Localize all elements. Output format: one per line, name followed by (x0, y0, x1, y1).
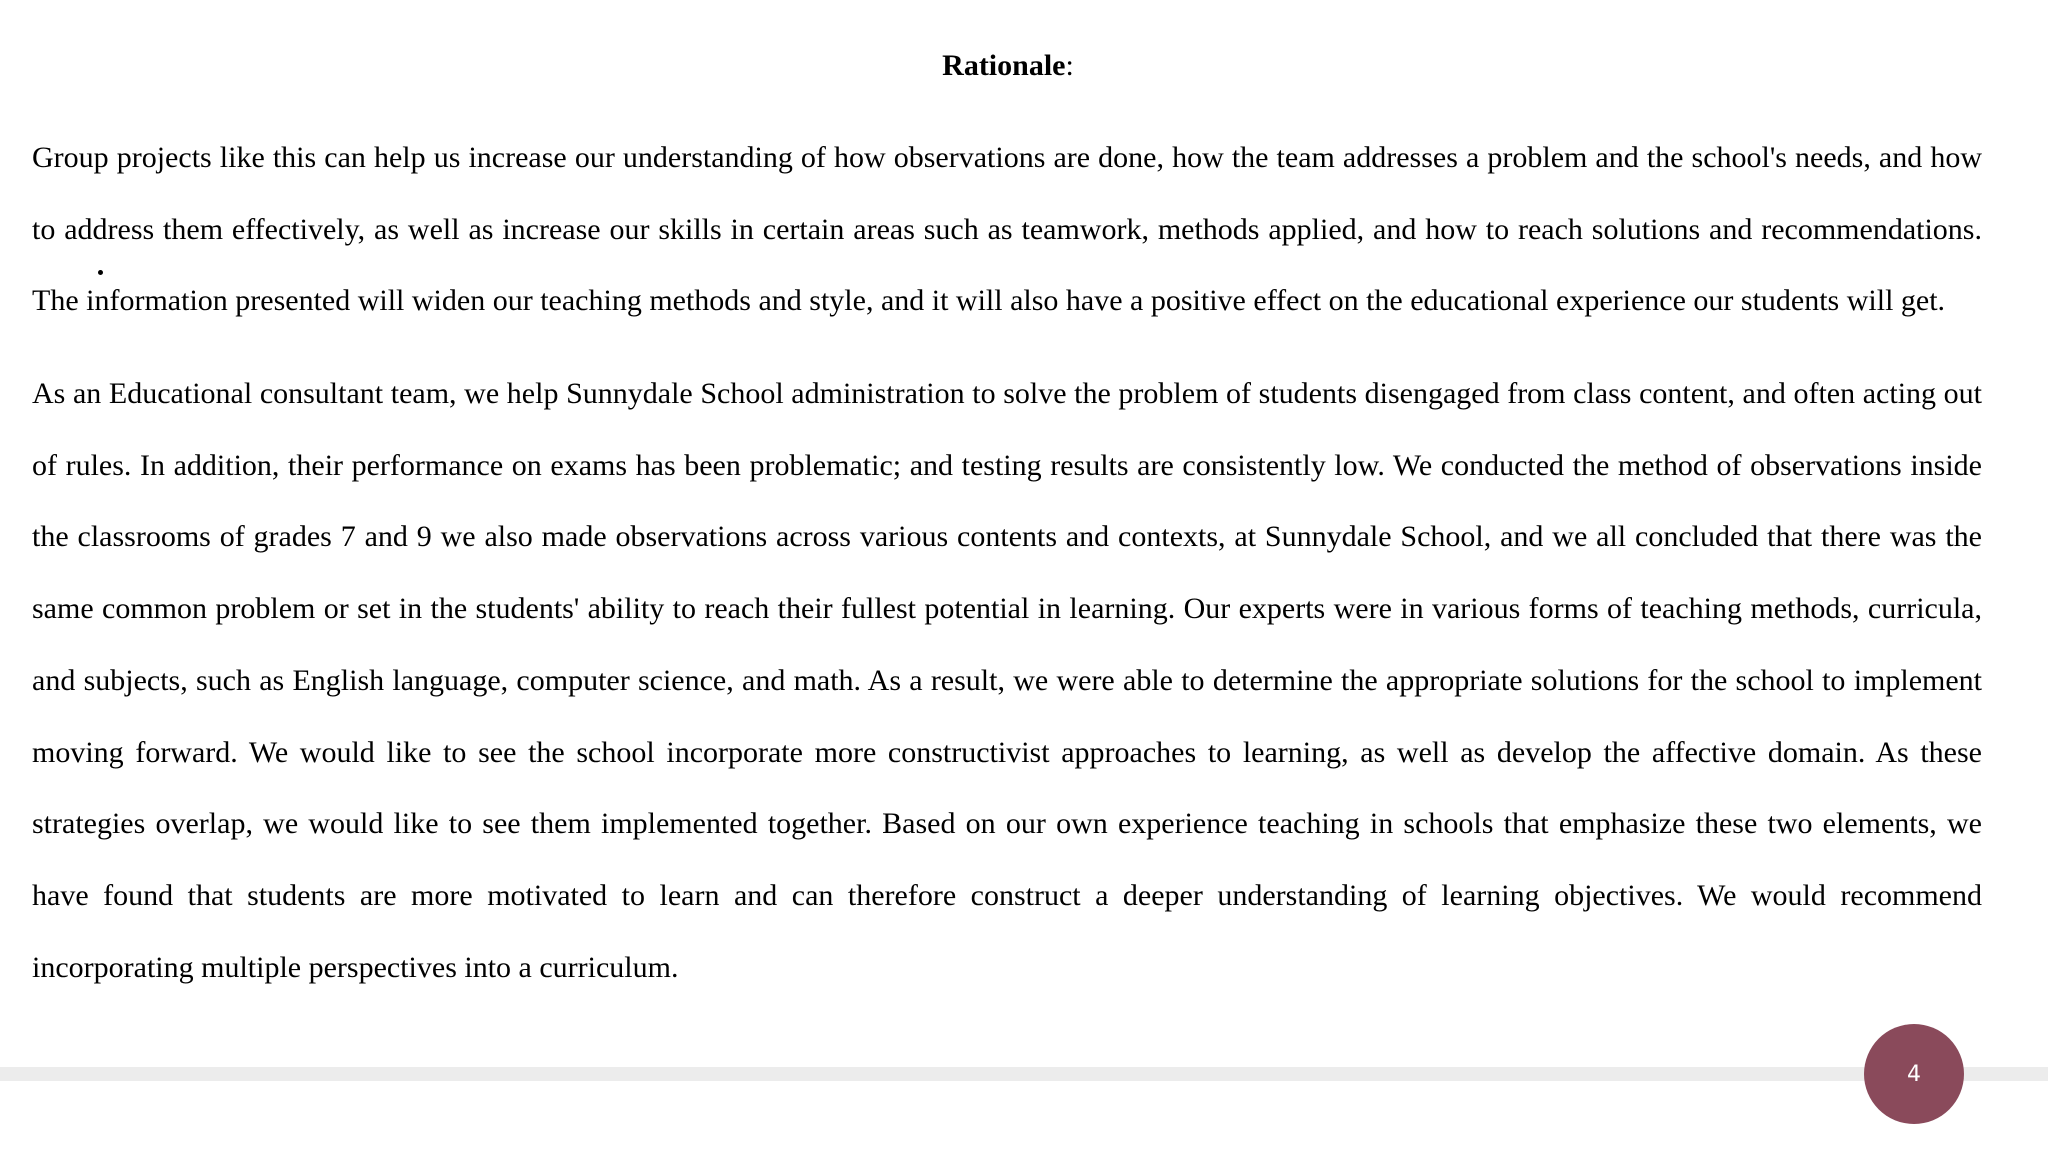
slide-heading (0, 44, 2016, 88)
page-number: 4 (1907, 1061, 1921, 1087)
heading-colon: : (1065, 49, 1074, 82)
page-number-badge (1864, 1024, 1964, 1124)
stray-dot (98, 270, 103, 275)
footer-bar (0, 1067, 2048, 1081)
heading-title: Rationale (942, 49, 1066, 82)
rationale-paragraph-1: Group projects like this can help us increase our understanding of how observations are done, how the team addresses a problem and the school's needs, and how to address them effectively, as well as increase our skills in certain areas such as teamwork, methods applied, and how to reach solutions and recommendations. The information presented will widen our teaching methods and style, and it will also have a positive effect on the educational experience our students will get. (32, 141, 1982, 318)
rationale-paragraph-2: As an Educational consultant team, we help Sunnydale School administration to solve the problem of students disengaged from class content, and often acting out of rules. In addition, their performance on exams has been problematic; and testing results are consistently low. We conducted the method of observations inside the classrooms of grades 7 and 9 we also made observations across various contents and contexts, at Sunnydale School, and we all concluded that there was the same common problem or set in the students' ability to reach their fullest potential in learning. Our experts were in various forms of teaching methods, curricula, and subjects, such as English language, computer science, and math. As a result, we were able to determine the appropriate solutions for the school to implement moving forward. We would like to see the school incorporate more constructivist approaches to learning, as well as develop the affective domain. As these strategies overlap, we would like to see them implemented together. Based on our own experience teaching in schools that emphasize these two elements, we have found that students are more motivated to learn and can therefore construct a deeper understanding of learning objectives. We would recommend incorporating multiple perspectives into a curriculum. (32, 377, 1982, 984)
